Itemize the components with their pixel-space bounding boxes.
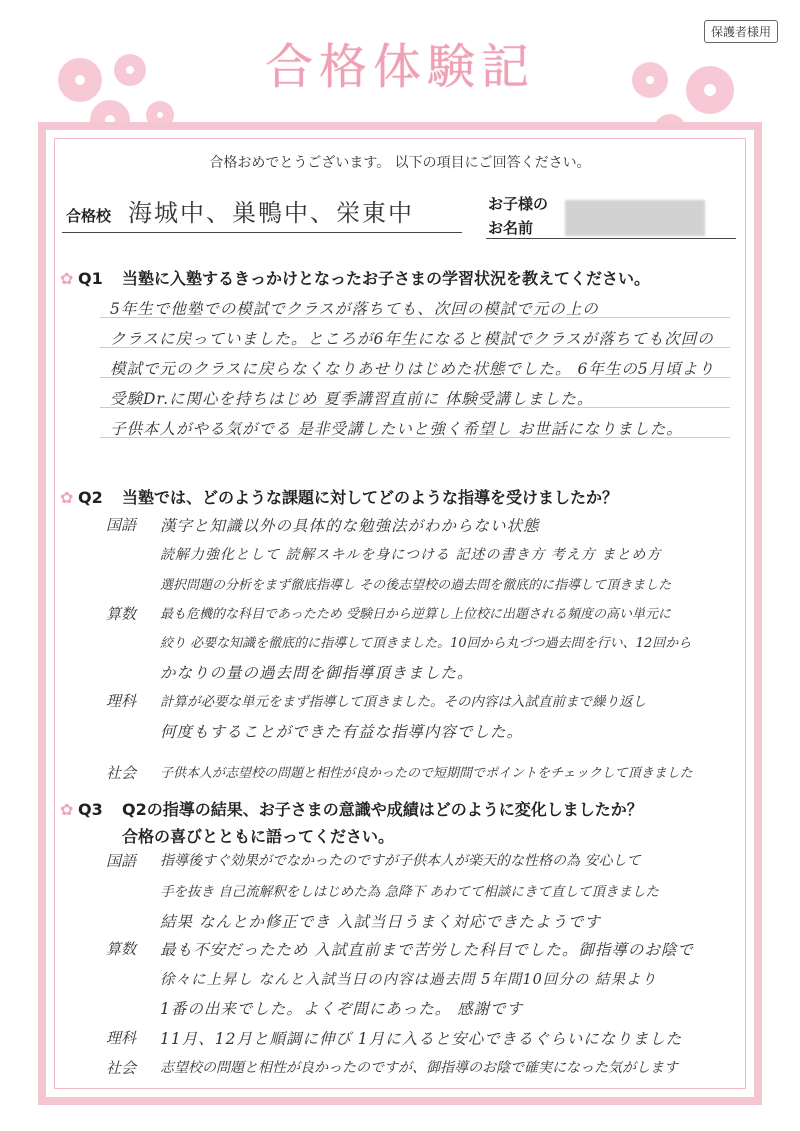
q3-answer-line: 最も不安だったため 入試直前まで苦労した科目でした。御指導のお陰で [160, 941, 694, 959]
q2-answer-line: 読解力強化として 読解スキルを身につける 記述の書き方 考え方 まとめ方 [160, 547, 662, 563]
q2-subject-shakai: 社会 [106, 764, 137, 782]
intro-text: 合格おめでとうございます。 以下の項目にご回答ください。 [209, 155, 591, 171]
q3-subject-sansu: 算数 [106, 940, 137, 958]
q2-subject-kokugo: 国語 [106, 516, 137, 534]
name-redacted [565, 200, 705, 236]
q2-answer-line: かなりの量の過去問を御指導頂きました。 [160, 664, 474, 682]
q3-answer-line: 手を抜き 自己流解釈をしはじめた為 急降下 あわてて相談にきて直して頂きました [160, 884, 659, 900]
q1-heading: ✿ Q1 当塾に入塾するきっかけとなったお子さまの学習状況を教えてください。 [60, 269, 651, 288]
q2-heading: ✿ Q2 当塾では、どのような課題に対してどのような指導を受けましたか？ [60, 488, 619, 507]
school-value: 海城中、巣鴨中、栄東中 [128, 199, 414, 227]
q1-answer-line: 子供本人がやる気がでる 是非受講したいと強く希望し お世話になりました。 [110, 420, 683, 438]
child-name-label: お子様の お名前 [488, 195, 549, 237]
page-title: 合格体験記 [264, 39, 535, 95]
q2-answer-line: 選択問題の分析をまず徹底指導し その後志望校の過去問を徹底的に指導して頂きました [160, 578, 672, 593]
q1-answer-line: クラスに戻っていました。ところが6年生になると模試でクラスが落ちても次回の [110, 330, 714, 348]
q2-answer-line: 子供本人が志望校の問題と相性が良かったので短期間でポイントをチェックして頂きました [160, 766, 693, 781]
q2-answer-line: 何度もすることができた有益な指導内容でした。 [160, 723, 524, 741]
q3-subject-rika: 理科 [106, 1029, 137, 1047]
q1-answer-line: 模試で元のクラスに戻らなくなりあせりはじめた状態でした。 6年生の5月頃より [110, 360, 715, 378]
q3-subject-shakai: 社会 [106, 1059, 137, 1077]
q2-answer-line: 絞り 必要な知識を徹底的に指導して頂きました。10回から丸づつ過去問を行い、12回から [160, 636, 692, 651]
q2-answer-line: 漢字と知識以外の具体的な勉強法がわからない状態 [160, 517, 540, 535]
q3-answer-line: 徐々に上昇し なんと入試当日の内容は過去問 5年間10回分の 結果より [160, 972, 658, 988]
school-label: 合格校 [66, 207, 112, 225]
q3-answer-line: 志望校の問題と相性が良かったのですが、御指導のお陰で確実になった気がします [160, 1060, 678, 1076]
q2-subject-rika: 理科 [106, 692, 137, 710]
q1-answer-line: 5年生で他塾での模試でクラスが落ちても、次回の模試で元の上の [110, 300, 599, 318]
q3-answer-line: 1番の出来でした。よくぞ間にあった。 感謝です [160, 1000, 524, 1018]
q3-answer-line: 11月、12月と順調に伸び 1月に入ると安心できるぐらいになりました [160, 1030, 683, 1048]
q3-heading: ✿ Q3 Q2の指導の結果、お子さまの意識や成績はどのように変化しましたか？ 合格の喜びとともに語ってください。 [60, 800, 643, 846]
parent-use-tag: 保護者様用 [704, 20, 778, 43]
q2-answer-line: 最も危機的な科目であったため 受験日から逆算し上位校に出題される頻度の高い単元に [160, 607, 672, 622]
q1-answer-line: 受験Dr.に関心を持ちはじめ 夏季講習直前に 体験受講しました。 [110, 390, 594, 408]
q3-answer-line: 指導後すぐ効果がでなかったのですが子供本人が楽天的な性格の為 安心して [160, 853, 641, 869]
q3-subject-kokugo: 国語 [106, 852, 137, 870]
q2-subject-sansu: 算数 [106, 605, 137, 623]
q2-answer-line: 計算が必要な単元をまず指導して頂きました。その内容は入試直前まで繰り返し [160, 694, 646, 710]
q3-answer-line: 結果 なんとか修正でき 入試当日うまく対応できたようです [160, 913, 601, 931]
